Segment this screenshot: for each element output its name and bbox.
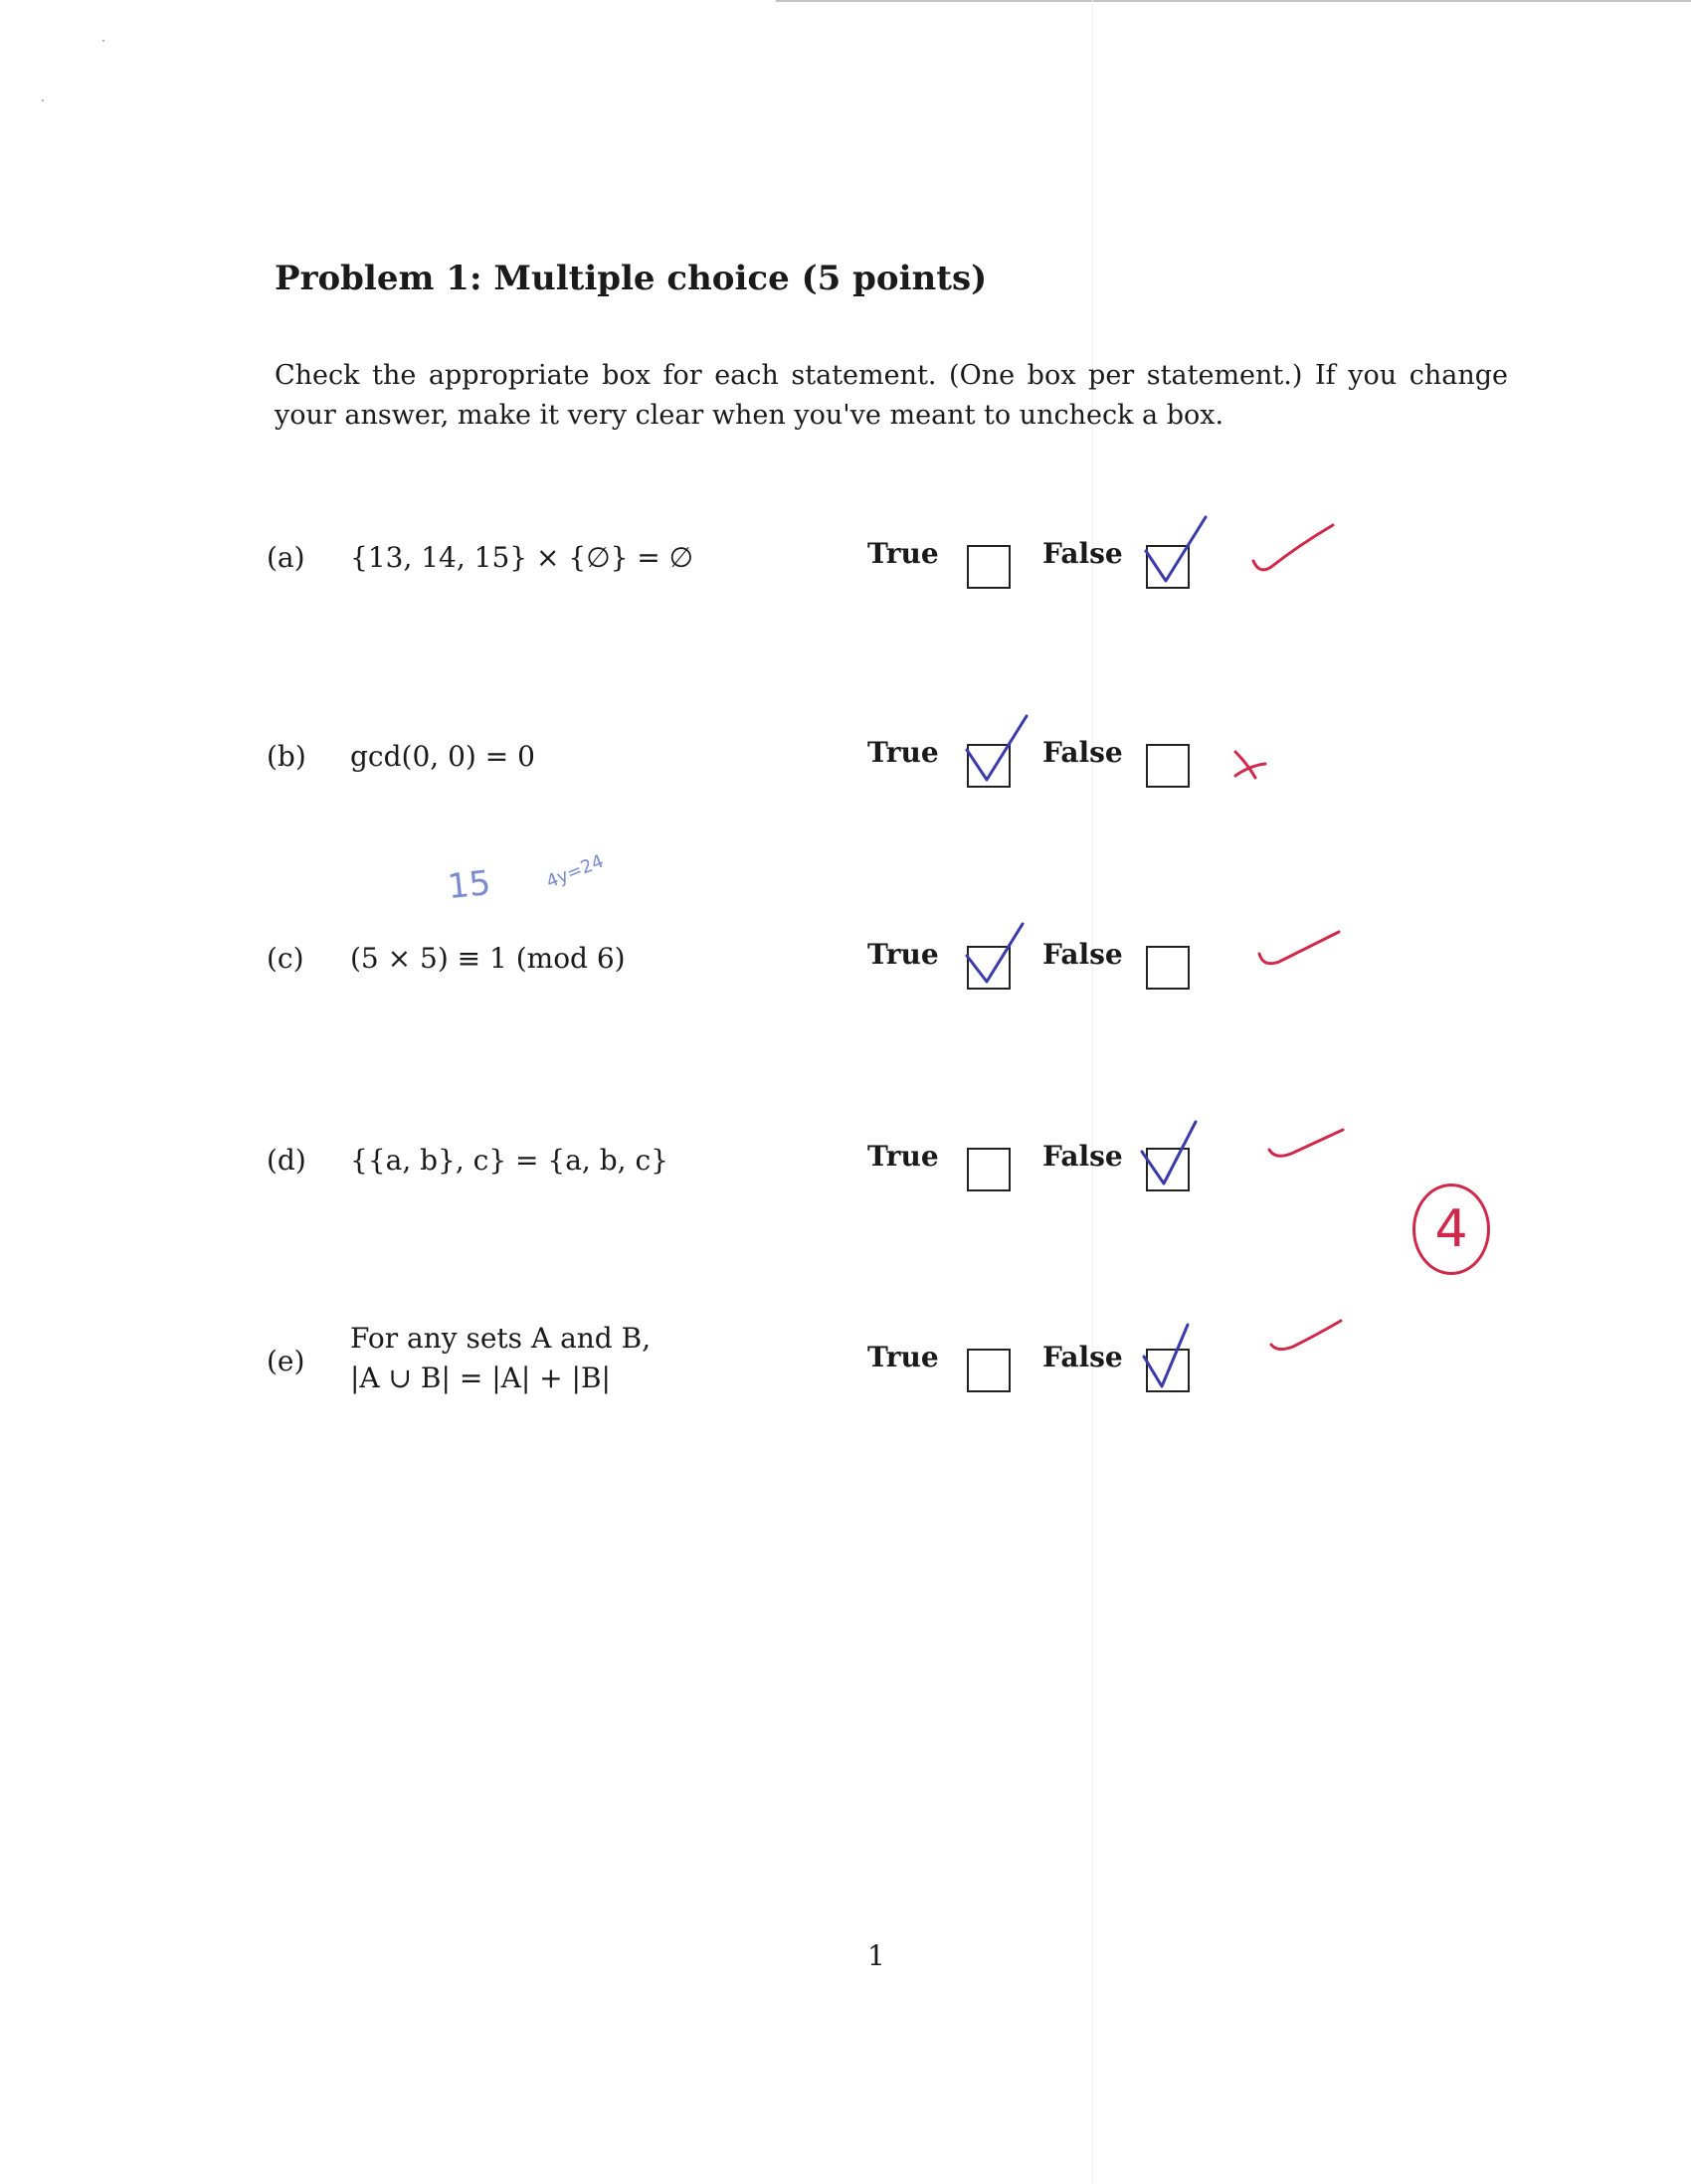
problem-label: (b) — [267, 740, 306, 773]
problem-statement: {13, 14, 15} × {∅} = ∅ — [350, 541, 694, 574]
false-checkbox[interactable] — [1146, 1148, 1190, 1191]
problem-label: (e) — [267, 1345, 305, 1377]
problem-label: (d) — [267, 1144, 306, 1177]
scratch-note: 15 — [446, 862, 493, 908]
scan-speck — [42, 99, 44, 101]
true-checkbox[interactable] — [967, 946, 1011, 990]
grader-check-icon — [1267, 1317, 1347, 1366]
scan-top-edge — [776, 0, 1691, 2]
problem-row-e — [267, 1322, 1301, 1400]
grader-x-icon — [1229, 748, 1269, 784]
page-title: Problem 1: Multiple choice (5 points) — [275, 259, 988, 298]
scan-fold-line — [1092, 0, 1093, 2184]
false-label: False — [1042, 1140, 1123, 1173]
problem-row-b — [267, 726, 1301, 796]
instructions: Check the appropriate box for each statement. (One box per statement.) If you change your answer, make it very clear when you've meant to uncheck a box. — [275, 360, 1508, 431]
statement-line: |A ∪ B| = |A| + |B| — [350, 1362, 611, 1394]
scratch-note: 4y=24 — [543, 850, 607, 893]
true-label: True — [867, 938, 939, 971]
false-checkbox[interactable] — [1146, 545, 1190, 589]
problem-label: (c) — [267, 942, 304, 975]
true-label: True — [867, 537, 939, 570]
problem-label: (a) — [267, 541, 305, 574]
false-checkbox[interactable] — [1146, 946, 1190, 990]
true-checkbox[interactable] — [967, 1349, 1011, 1392]
false-label: False — [1042, 537, 1123, 570]
false-label: False — [1042, 938, 1123, 971]
problem-statement: {{a, b}, c} = {a, b, c} — [350, 1144, 668, 1177]
true-label: True — [867, 736, 939, 769]
problem-row-c — [267, 928, 1301, 998]
problem-statement: gcd(0, 0) = 0 — [350, 740, 535, 773]
scan-speck — [102, 40, 104, 42]
problem-row-d — [267, 1130, 1301, 1199]
score-circle — [1412, 1183, 1490, 1275]
false-label: False — [1042, 1341, 1123, 1373]
score-value: 4 — [1434, 1199, 1468, 1259]
problem-statement — [350, 1319, 651, 1398]
problem-statement: (5 × 5) ≡ 1 (mod 6) — [350, 942, 626, 975]
problem-row-a — [267, 527, 1301, 597]
grader-check-icon — [1249, 519, 1339, 589]
statement-line: For any sets A and B, — [350, 1322, 652, 1355]
true-checkbox[interactable] — [967, 1148, 1011, 1191]
false-label: False — [1042, 736, 1123, 769]
true-checkbox[interactable] — [967, 744, 1011, 788]
true-checkbox[interactable] — [967, 545, 1011, 589]
false-checkbox[interactable] — [1146, 744, 1190, 788]
page-number: 1 — [867, 1939, 885, 1972]
false-checkbox[interactable] — [1146, 1349, 1190, 1392]
true-label: True — [867, 1341, 939, 1373]
true-label: True — [867, 1140, 939, 1173]
grader-check-icon — [1265, 1124, 1349, 1174]
grader-check-icon — [1255, 924, 1345, 984]
